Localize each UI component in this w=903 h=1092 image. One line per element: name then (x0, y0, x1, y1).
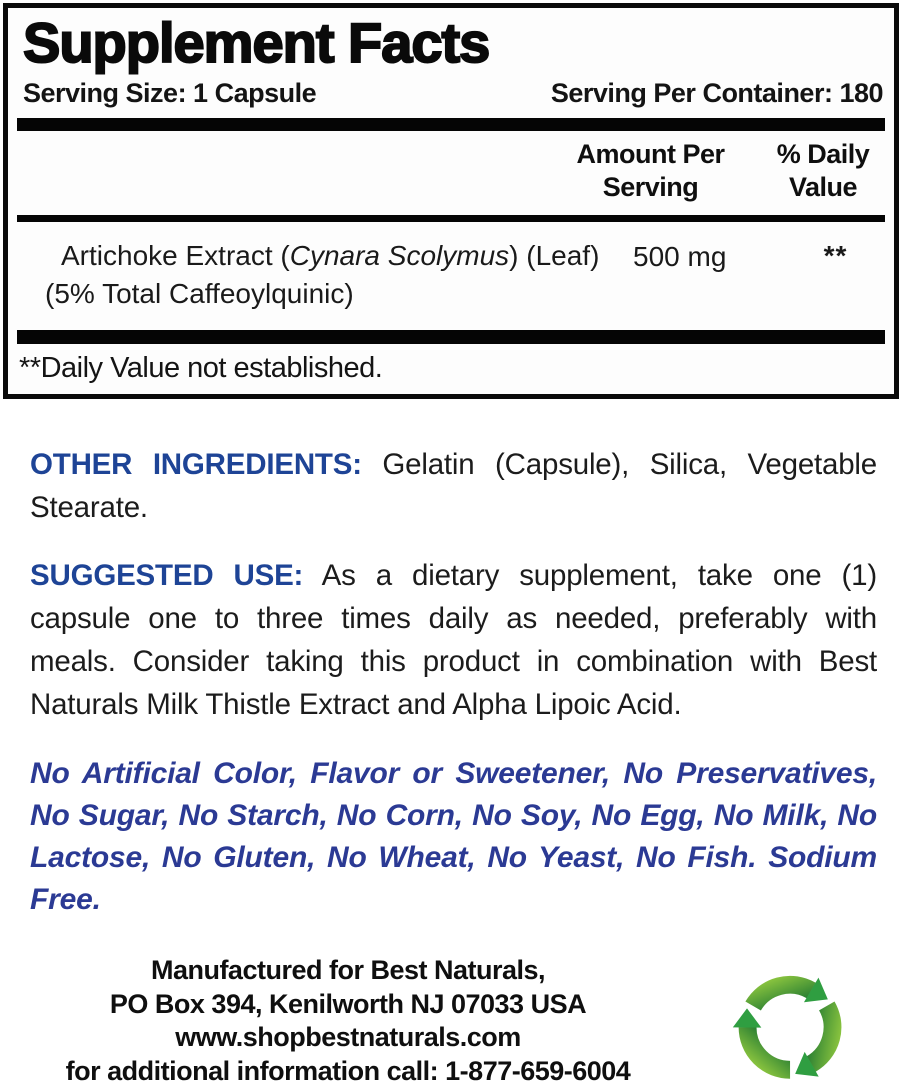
daily-value-footnote: **Daily Value not established. (19, 352, 383, 384)
divider-medium (17, 215, 885, 222)
amount-per-serving-header (568, 138, 733, 204)
servings-per-container: Serving Per Container: 180 (550, 78, 883, 108)
ingredient-name-latin: Cynara Scolymus (289, 240, 510, 271)
other-ingredients-label: OTHER INGREDIENTS: (30, 448, 362, 481)
column-headers (17, 131, 885, 215)
dv-header-line1: % Daily (776, 139, 870, 169)
ingredient-daily-value: ** (823, 240, 848, 271)
address-line: PO Box 394, Kenilworth NJ 07033 USA (109, 988, 587, 1019)
other-ingredients-paragraph (30, 443, 877, 529)
dv-header-line2: Value (788, 172, 858, 202)
supplement-facts-panel (3, 3, 899, 399)
other-ingredients-text: Gelatin (Capsule), Silica, Vegetable Stearate. (30, 448, 877, 524)
suggested-use-text: As a dietary supplement, take one (1) capsule one to three times daily as needed, preferably with meals. Consider taking this product in combination with Best Naturals Milk Thistle Extract and Alpha Lipoic Acid. (30, 559, 877, 721)
ingredient-name-post: ) (Leaf) (509, 240, 600, 271)
divider-thick-bottom (17, 330, 885, 344)
ingredient-name (17, 237, 633, 313)
supplement-label (0, 3, 903, 1086)
ingredient-name-pre: Artichoke Extract ( (61, 240, 290, 271)
footer (0, 954, 903, 1092)
suggested-use-paragraph (30, 554, 877, 726)
serving-row (17, 75, 885, 118)
divider-thick-top (17, 118, 885, 131)
phone-line: for additional information call: 1-877-659-6004 (65, 1055, 631, 1086)
daily-value-header (763, 138, 883, 204)
recycle-icon (704, 958, 876, 1092)
website-line: www.shopbestnaturals.com (175, 1022, 521, 1052)
panel-title: Supplement Facts (23, 11, 490, 74)
suggested-use-label: SUGGESTED USE: (30, 559, 304, 592)
serving-size: Serving Size: 1 Capsule (23, 78, 317, 108)
ingredient-amount: 500 mg (633, 241, 727, 272)
ingredient-standardization: (5% Total Caffeoylquinic) (45, 278, 354, 309)
manufacturer-line: Manufactured for Best Naturals, (150, 955, 546, 985)
manufacturer-info (18, 954, 678, 1088)
amount-header-line1: Amount Per (576, 139, 725, 169)
amount-header-line2: Serving (602, 172, 699, 202)
claims-paragraph: No Artificial Color, Flavor or Sweetener, No Preservatives, No Sugar, No Starch, No Corn, No Soy, No Egg, No Milk, No Lactose, No Gluten, No Wheat, No Yeast, No Fish. Sodium Free. (30, 757, 877, 916)
ingredient-row (17, 222, 885, 330)
